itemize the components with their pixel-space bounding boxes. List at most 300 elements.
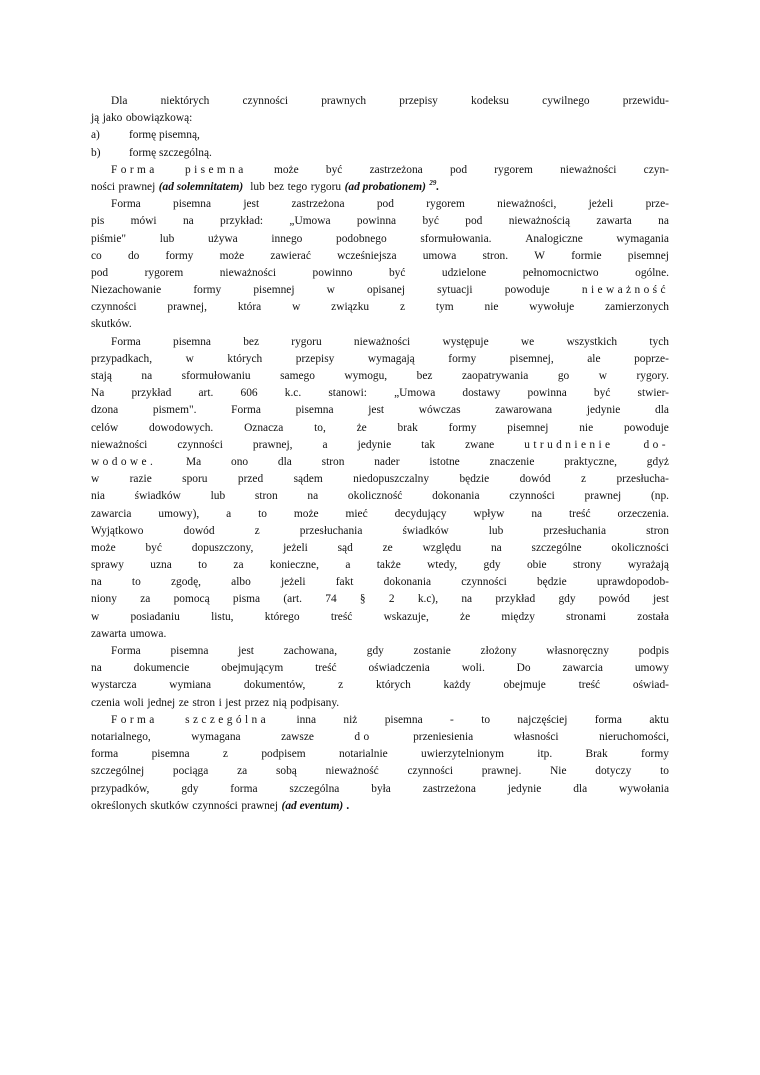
word: Ma [186, 455, 202, 468]
word: prawnych [321, 95, 367, 107]
text-line [91, 781, 669, 798]
word: być [145, 541, 162, 554]
text-line [91, 368, 669, 385]
word: celów [91, 421, 119, 434]
word: stron [321, 455, 345, 468]
word: Oznacza [244, 421, 284, 434]
word: jest [225, 696, 242, 709]
word: podobnego [336, 232, 387, 245]
word: „Umowa [289, 215, 331, 228]
word: być [593, 387, 611, 400]
word: uprawdopodob- [596, 576, 669, 589]
word: go [557, 370, 570, 382]
word: związku [331, 301, 370, 314]
text-line [91, 334, 669, 351]
word: przeniesienia [413, 730, 474, 743]
word: zastrzeżona [369, 163, 423, 176]
word: pis [91, 215, 105, 228]
word: przypadków, [91, 782, 150, 795]
word: jedynie [357, 438, 392, 451]
word: listu, [211, 610, 234, 623]
word: mówi [130, 215, 157, 228]
word: Forma [111, 163, 158, 176]
text-line [91, 523, 669, 540]
word: do- [643, 438, 669, 451]
text-line [91, 265, 669, 282]
text-line [91, 506, 669, 523]
word: pod [449, 163, 468, 176]
word: (ad probationem) $^{29}$. [344, 179, 440, 193]
word: wpływ [473, 507, 505, 520]
word: stron [192, 696, 216, 709]
word: stron [254, 490, 278, 503]
word: wymagania [616, 232, 669, 245]
word: ze [178, 696, 189, 709]
word: najczęściej [517, 713, 568, 726]
word: pomocą [173, 593, 210, 606]
word: pełnomocnictwo [522, 266, 599, 279]
word: nieważności [91, 438, 148, 451]
word: szczególnej [91, 765, 145, 778]
word: uwierzytelnionym [421, 748, 504, 761]
word: na [490, 541, 502, 554]
word: będzie [536, 576, 567, 589]
word: lub [210, 490, 226, 503]
word: Forma [111, 713, 158, 726]
word: czynności [177, 438, 223, 451]
word: Forma [111, 335, 141, 348]
word: niektórych [160, 95, 210, 107]
word: ogólne. [635, 266, 669, 279]
word: wymiana [169, 679, 212, 692]
word: na [91, 576, 102, 589]
word: która [237, 301, 262, 314]
word: z [222, 748, 228, 761]
word: jedynie [586, 404, 621, 417]
word: czyn- [643, 163, 669, 176]
word: na [531, 507, 543, 520]
word: nieważności, [497, 198, 557, 211]
word: przykład [495, 593, 536, 606]
word: złożony [480, 645, 517, 657]
word: (art. [283, 593, 303, 606]
word: inna [296, 713, 317, 726]
word: stanowi: [328, 387, 367, 400]
word: dla [277, 455, 292, 468]
word: skutków. [91, 318, 132, 331]
word: dla [655, 404, 669, 417]
word: będzie [459, 473, 490, 486]
word: treść [569, 507, 591, 520]
word: mieć [345, 507, 368, 520]
word: przesłuchania [543, 524, 607, 537]
word: znaczenie [489, 455, 535, 468]
word: dokonania [383, 576, 432, 589]
word: w [598, 370, 607, 382]
text-line [91, 643, 669, 660]
word: w [185, 352, 194, 365]
word: zaopatrywania [461, 370, 529, 382]
word: W [534, 249, 546, 262]
word: okoliczności [611, 541, 669, 554]
word: że [356, 421, 367, 434]
word: podpisem [261, 748, 306, 761]
word: pod [465, 215, 483, 228]
word: niony [91, 593, 117, 606]
word: albo [231, 576, 251, 589]
word: własnoręczny [546, 645, 609, 657]
word: forma [91, 748, 119, 761]
word: ze [382, 541, 393, 554]
word: ono [231, 455, 249, 468]
word: art. [198, 387, 214, 400]
text-line [91, 695, 669, 712]
word: strony [572, 559, 602, 572]
word: prawnej [118, 180, 156, 193]
word: umowy [634, 662, 669, 675]
word: lub [488, 524, 504, 537]
word: jeżeli [280, 576, 306, 589]
word: poprze- [634, 352, 669, 365]
word: formy [193, 284, 222, 297]
word: zastrzeżona [422, 782, 476, 795]
word: czynności [91, 301, 137, 314]
word: wywołuje [529, 301, 575, 314]
word: powoduje [623, 421, 669, 434]
word: na [141, 370, 153, 382]
word: podpisany. [290, 696, 340, 709]
word: woli [123, 696, 144, 709]
text-line [91, 351, 669, 368]
word: tak [421, 438, 436, 451]
word: pisemna [295, 404, 334, 417]
list-item-text: formę szczególną. [129, 146, 212, 159]
word: (ad solemnitatem) [158, 180, 244, 193]
text-line [91, 677, 669, 694]
word: tym [435, 301, 454, 314]
word: jest [653, 593, 669, 606]
word: jedynie [507, 782, 542, 795]
word: brak [397, 421, 418, 434]
word: formy [165, 249, 194, 262]
word: przez [244, 696, 270, 709]
word: dopuszczony, [191, 541, 254, 554]
word: wszystkich [566, 335, 618, 348]
text-line [91, 471, 669, 488]
text-line [91, 488, 669, 505]
word: zawarta [91, 627, 127, 640]
word: umowa [422, 249, 457, 262]
word: na [658, 215, 669, 228]
word: to [481, 713, 491, 726]
text-line [91, 196, 669, 213]
text-line [91, 385, 669, 402]
word: gdy [181, 782, 199, 795]
word: umowy), [158, 507, 200, 520]
word: którego [264, 610, 300, 623]
word: okoliczność [347, 490, 403, 503]
word: nieważność [325, 765, 379, 778]
word: własności [513, 730, 559, 743]
word: notarialnego, [91, 730, 151, 743]
word: wówczas [418, 404, 461, 417]
list-item [91, 145, 669, 162]
word: orzeczenia. [617, 507, 669, 520]
word: przewidu- [622, 95, 669, 107]
word: pociąga [172, 765, 209, 778]
word: także [376, 559, 401, 572]
word: dowód [519, 473, 551, 486]
word: piśmie" [91, 232, 127, 245]
word: świadków [134, 490, 181, 503]
word: jeżeli [588, 198, 614, 211]
word: k.c), [417, 593, 439, 606]
word: obejmującym [221, 662, 284, 675]
word: rygoru [310, 180, 342, 193]
word: nieważność [581, 284, 669, 297]
word: nieważności [353, 335, 411, 348]
word: przepisy [399, 95, 438, 107]
word: cywilnego [542, 95, 590, 107]
text-line [91, 110, 669, 127]
word: (ad eventum) . [281, 799, 350, 812]
word: pod [376, 198, 394, 211]
word: tych [649, 335, 669, 348]
word: pisemna [173, 198, 212, 211]
word: ją [91, 112, 100, 125]
word: razie [129, 473, 152, 486]
text-line [91, 574, 669, 591]
text-line [91, 746, 669, 763]
word: istotne [429, 455, 460, 468]
word: posiadaniu [130, 610, 180, 623]
word: jest [368, 404, 385, 417]
text-line [91, 316, 669, 333]
word: w [91, 473, 100, 486]
word: jako [102, 112, 123, 125]
word: pisemna [151, 748, 190, 761]
word: przed [237, 473, 264, 486]
word: wymagana [191, 730, 241, 743]
word: a [226, 507, 232, 520]
text-line [91, 213, 669, 230]
text-line [91, 712, 669, 729]
word: na [91, 662, 102, 675]
list-marker: b) [91, 146, 101, 159]
document-body [91, 93, 669, 815]
word: gdy [558, 593, 576, 606]
text-line [91, 299, 669, 316]
word: Wyjątkowo [91, 524, 144, 537]
word: obowiązkową: [125, 112, 193, 125]
word: (np. [650, 490, 669, 503]
word: w [91, 610, 100, 623]
word: szczególna [185, 713, 270, 726]
word: za [237, 765, 248, 778]
word: wcześniejsza [337, 249, 397, 262]
word: sądem [293, 473, 323, 486]
word: za [233, 559, 244, 572]
footnote-ref: 29 [429, 179, 437, 188]
text-line [91, 591, 669, 608]
text-line [91, 162, 669, 179]
word: dotyczy [595, 765, 632, 778]
word: to [131, 576, 141, 589]
text-line [91, 454, 669, 471]
word: a [345, 559, 351, 572]
word: być [388, 266, 406, 279]
word: za [140, 593, 151, 606]
word: prze- [645, 198, 669, 211]
word: prawnej, [167, 301, 207, 314]
word: pisma [232, 593, 261, 606]
word: tego [287, 180, 308, 193]
word: zawarcia [91, 507, 132, 520]
word: i [218, 696, 222, 709]
word: rygoru [291, 335, 322, 348]
word: niż [343, 713, 358, 726]
word: każdy [443, 679, 471, 692]
word: może [293, 507, 319, 520]
word: stwier- [637, 387, 669, 400]
word: pisemnej, [509, 352, 554, 365]
word: nieważności [560, 163, 617, 176]
word: Dla [111, 95, 128, 107]
word: woli. [461, 662, 485, 675]
word: Nie [550, 765, 567, 778]
word: sobą [275, 765, 297, 778]
word: a [322, 438, 328, 451]
text-line [91, 798, 669, 815]
word: oświad- [632, 679, 669, 692]
word: forma [230, 782, 258, 795]
list-marker: a) [91, 129, 100, 142]
word: używa [207, 232, 238, 245]
word: rygorem [144, 266, 184, 279]
word: przykład: [220, 215, 264, 228]
word: rygory. [636, 370, 669, 382]
word: być [325, 163, 343, 176]
word: rygorem [494, 163, 533, 176]
word: jeżeli [283, 541, 308, 554]
word: zawarta [596, 215, 632, 228]
word: bez [268, 180, 285, 193]
word: - [450, 713, 454, 726]
word: innego [271, 232, 303, 245]
word: pisemna [173, 335, 211, 348]
word: może [91, 541, 116, 554]
word: czynności [407, 765, 454, 778]
word: zawarcia [562, 662, 603, 675]
word: z [399, 301, 406, 314]
word: fakt [335, 576, 354, 589]
text-line [91, 626, 669, 643]
word: podpis [638, 645, 669, 657]
word: powinna [527, 387, 567, 400]
text-line [91, 231, 669, 248]
word: występuje [442, 335, 489, 348]
word: stron [646, 524, 669, 537]
word: Forma [111, 198, 141, 211]
word: czynności [242, 95, 289, 107]
word: prawnej [584, 490, 622, 503]
word: pisemna [184, 163, 247, 176]
word: formie [571, 249, 602, 262]
word: nieważnością [508, 215, 571, 228]
word: wystarcza [91, 679, 137, 692]
word: nie [484, 301, 499, 314]
word: świadków [402, 524, 449, 537]
text-line [91, 437, 669, 454]
word: była [371, 782, 391, 795]
word: umowa. [129, 627, 167, 640]
word: oświadczenia [368, 662, 430, 675]
word: notarialnie [338, 748, 388, 761]
word: we [520, 335, 535, 348]
text-line [91, 179, 669, 196]
word: ności [91, 180, 116, 193]
word: lub [159, 232, 175, 245]
word: pisemna [170, 645, 209, 657]
word: czenia [91, 696, 121, 709]
word: wskazuje, [383, 610, 429, 623]
word: 2 [388, 593, 395, 606]
word: dowód [183, 524, 215, 537]
word: pisemnej [253, 284, 295, 297]
word: czynności [509, 490, 555, 503]
word: prawnej. [481, 765, 522, 778]
word: z [581, 473, 587, 486]
word: jest [238, 645, 254, 657]
word: że [460, 610, 471, 623]
word: samego [280, 370, 315, 382]
word: zawierać [270, 249, 311, 262]
word: Forma [231, 404, 261, 417]
word: powinna [356, 215, 397, 228]
word: przypadkach, [91, 352, 153, 365]
word: dla [573, 782, 588, 795]
word: sytuacji [437, 284, 473, 297]
word: treść [578, 679, 601, 692]
word: zawsze [281, 730, 314, 743]
word: powód [598, 593, 630, 606]
word: nią [272, 696, 287, 709]
word: co [91, 249, 102, 262]
word: w [326, 284, 335, 297]
word: względu [422, 541, 462, 554]
word: nader [374, 455, 400, 468]
word: konieczne, [269, 559, 319, 572]
word: zawarowana [495, 404, 553, 417]
word: stają [91, 370, 112, 382]
word: pismem". [152, 404, 197, 417]
word: przepisy [295, 352, 335, 365]
word: określonych [91, 799, 147, 812]
word: sprawy [91, 559, 124, 572]
text-line [91, 402, 669, 419]
word: zostanie [413, 645, 451, 657]
word: bez [416, 370, 433, 382]
word: pisemnej [627, 249, 669, 262]
word: Niezachowanie [91, 284, 162, 297]
word: gdy [366, 645, 384, 657]
word: sporu [182, 473, 208, 486]
word: wtedy, [427, 559, 458, 572]
word: praktyczne, [564, 455, 617, 468]
text-line [91, 282, 669, 299]
word: rygorem [426, 198, 465, 211]
word: między [501, 610, 535, 623]
